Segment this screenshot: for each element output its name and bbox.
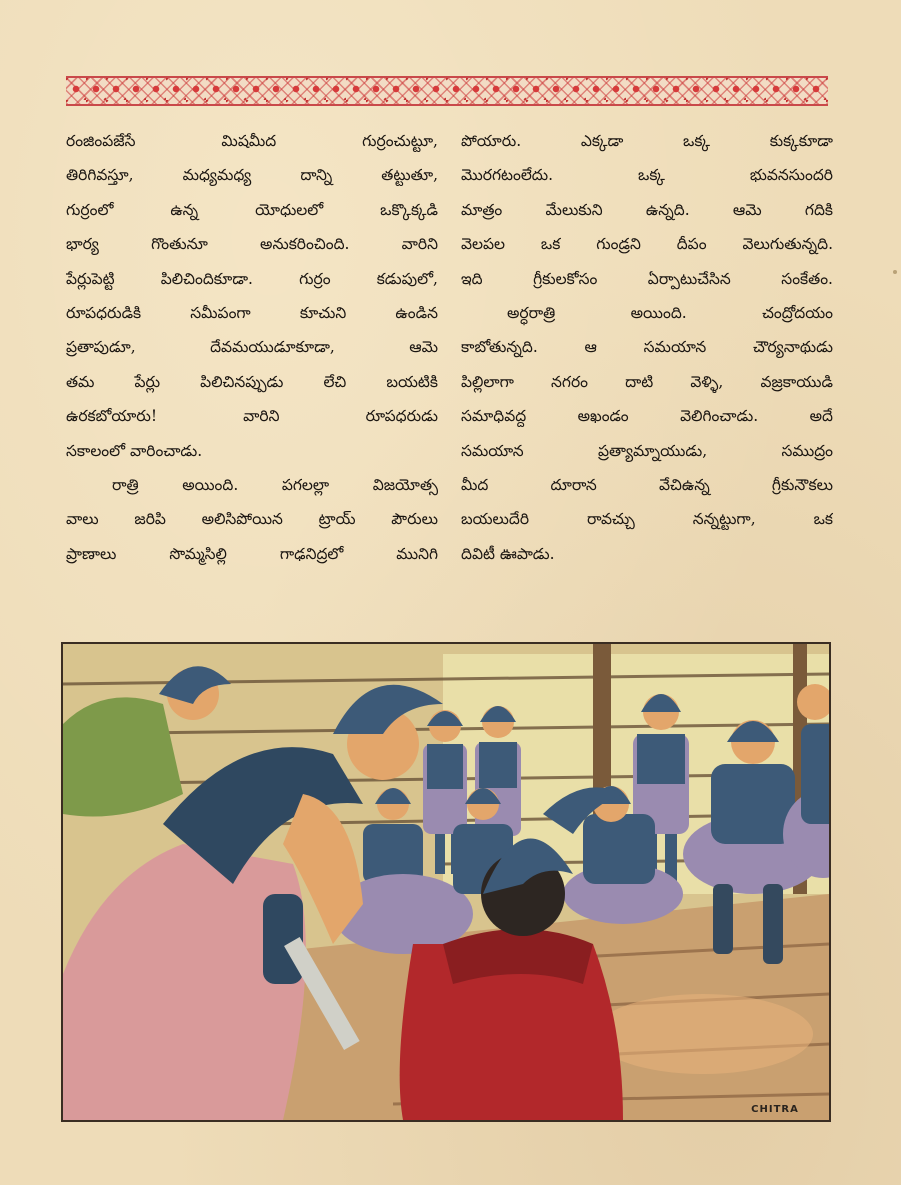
text-line: బయలుదేరి రావచ్చు నన్నట్టుగా, ఒక bbox=[461, 510, 833, 529]
text-line: దివిటీ ఊపాడు. bbox=[461, 544, 555, 563]
text-line: అర్ధరాత్రి అయింది. చంద్రోదయం bbox=[507, 304, 833, 323]
text-line: భార్య గొంతునూ అనుకరించింది. వారిని bbox=[66, 235, 438, 254]
text-line: పోయారు. ఎక్కడా ఒక్క కుక్కకూడా bbox=[461, 132, 833, 150]
decorative-border-band bbox=[66, 76, 828, 106]
text-line: ఇది గ్రీకులకోసం ఏర్పాటుచేసిన సంకేతం. bbox=[461, 269, 833, 288]
text-line: సమయాన ప్రత్యామ్నాయుడు, సముద్రం bbox=[461, 441, 833, 460]
text-line: రంజింపజేసే మిషమీద గుర్రంచుట్టూ, bbox=[66, 132, 438, 150]
text-line: తమ పేర్లు పిలిచినప్పుడు లేచి బయటికి bbox=[66, 372, 438, 391]
text-line: సమాధివద్ద అఖండం వెలిగించాడు. అదే bbox=[461, 407, 833, 426]
text-line: వాలు జరిపి అలిసిపోయిన ట్రాయ్ పౌరులు bbox=[66, 510, 438, 529]
text-line: కాబోతున్నది. ఆ సమయాన చౌర్యనాథుడు bbox=[461, 338, 833, 357]
artist-signature: CHITRA bbox=[751, 1104, 799, 1115]
text-line: తిరిగివస్తూ, మధ్యమధ్య దాన్ని తట్టుతూ, bbox=[66, 166, 438, 185]
text-line: పిల్లిలాగా నగరం దాటి వెళ్ళి, వజ్రకాయుడి bbox=[461, 372, 833, 391]
text-line: మాత్రం మేలుకుని ఉన్నది. ఆమె గదికి bbox=[461, 200, 833, 219]
text-line: పేర్లుపెట్టి పిలిచిందికూడా. గుర్రం కడుపులో, bbox=[66, 269, 438, 288]
text-line: మీద దూరాన వేచిఉన్న గ్రీకునౌకలు bbox=[461, 476, 833, 495]
page-speck bbox=[893, 270, 897, 274]
illustration-drawing bbox=[63, 644, 829, 1120]
text-line: మొరగటంలేదు. ఒక్క భువనసుందరి bbox=[461, 166, 833, 185]
text-line: ఉరకబోయారు! వారిని రూపధరుడు bbox=[66, 407, 438, 426]
story-illustration bbox=[61, 642, 831, 1122]
left-text-column bbox=[66, 124, 438, 571]
text-line: సకాలంలో వారించాడు. bbox=[66, 441, 203, 460]
text-line: రూపధరుడికి సమీపంగా కూచుని ఉండిన bbox=[66, 304, 438, 323]
text-line: రాత్రి అయింది. పగలల్లా విజయోత్స bbox=[112, 476, 438, 495]
text-line: ప్రతాపుడూ, దేవమయుడూకూడా, ఆమె bbox=[66, 338, 438, 357]
text-line: ప్రాణాలు సొమ్మసిల్లి గాఢనిద్రలో మునిగి bbox=[66, 544, 438, 563]
text-line: వెలపల ఒక గుండ్రని దీపం వెలుగుతున్నది. bbox=[461, 235, 833, 254]
floor-light bbox=[593, 994, 813, 1074]
text-line: గుర్రంలో ఉన్న యోధులలో ఒక్కొక్కడి bbox=[66, 200, 438, 219]
right-text-column bbox=[461, 124, 833, 571]
